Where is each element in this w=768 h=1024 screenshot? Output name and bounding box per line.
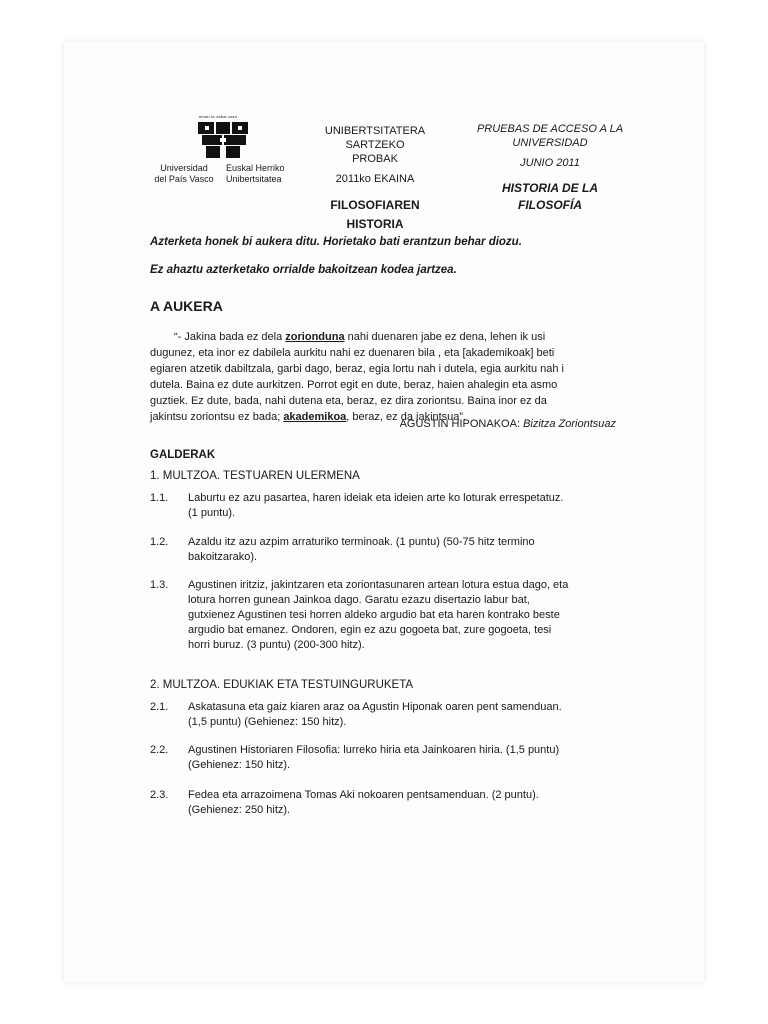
quote-line: egiaren atzetik dabiltzala, garbi dago, beraz, egia lortu nah i dutela, egia aurkitu nah i [150,363,564,375]
underlined-term: akademikoa [283,411,347,423]
question-1-2 [150,535,620,565]
question-number: 1.2. [150,536,169,548]
question-2-1 [150,700,620,730]
question-line: lotura horren gunean Jainkoa dago. Garatu ezazu disertazio labur bat, [188,594,530,606]
question-text [188,578,620,653]
header-eu-subject-line1: FILOSOFIAREN [330,198,420,212]
header-es-subject [470,180,630,214]
header-basque [300,124,450,234]
question-number: 2.1. [150,701,169,713]
attribution-author: AGUSTIN HIPONAKOA: [399,418,524,430]
question-line: Agustinen Historiaren Filosofia: lurreko hiria eta Jainkoaren hiria. (1,5 puntu) [188,744,560,756]
question-number: 1.1. [150,492,169,504]
question-line: Fedea eta arrazoimena Tomas Aki nokoaren pentsamenduan. (2 puntu). [188,789,539,801]
university-name-eu-line1: Euskal Herriko [226,163,285,173]
quote-line: dugunez, eta inor ez dabilela aurkitu nahi ez duenaren bila , eta [akademikoak] beti [150,347,555,359]
header-eu-subject-line2: HISTORIA [346,217,404,231]
question-line: Askatasuna eta gaiz kiaren araz oa Agustin Hiponak oaren pent samenduan. [188,701,562,713]
question-line: Laburtu ez azu pasartea, haren ideiak eta ideien arte ko loturak errespetatuz. [188,492,564,504]
question-text [188,535,620,565]
question-line: gutxienez Agustinen tesi horren aldeko argudio bat eta haren kontrako beste [188,609,560,621]
question-number: 1.3. [150,579,169,591]
question-text [188,700,620,730]
quote-line: guztiek. Ez dute, bada, nahi dutena eta, beraz, ez dira zoriontsu. Baina inor ez da [150,395,547,407]
group-1-title: 1. MULTZOA. TESTUAREN ULERMENA [150,470,360,482]
question-2-3 [150,788,620,818]
quote-line [150,329,616,345]
question-1-1 [150,491,620,521]
question-2-2 [150,743,620,773]
university-motto: eman ta zabal zazu [199,114,238,119]
header-es-title-line1: PRUEBAS DE ACCESO A LA [476,123,624,135]
questions-heading: GALDERAK [150,449,216,461]
attribution-work: Bizitza Zoriontsuaz [523,418,616,430]
university-logo-icon [196,120,252,160]
quote-text [150,329,616,425]
header-es-title-line2: UNIVERSIDAD [512,137,588,149]
question-line: (Gehienez: 250 hitz). [188,804,291,816]
header-es-date: JUNIO 2011 [520,157,580,169]
header-es-subject-line2: FILOSOFÍA [518,198,582,212]
question-line: (Gehienez: 150 hitz). [188,759,291,771]
quote-attribution [350,418,616,430]
university-name-eu [226,163,306,185]
question-line: (1,5 puntu) (Gehienez: 150 hitz). [188,716,347,728]
question-number: 2.3. [150,789,169,801]
header-eu-date: 2011ko EKAINA [335,173,415,185]
question-line: bakoitzarako). [188,551,258,563]
header-eu-subject [300,196,450,234]
section-title: A AUKERA [150,298,223,314]
question-line: Agustinen iritziz, jakintzaren eta zoriontasunaren artean lotura estua dago, eta [188,579,569,591]
header-spanish [470,122,630,214]
instruction-2: Ez ahaztu azterketako orrialde bakoitzean kodea jartzea. [150,264,457,276]
question-text [188,743,620,773]
underlined-term: zorionduna [285,331,345,343]
quote-segment: “- Jakina bada ez dela [174,331,286,343]
quote-segment: , beraz, ez da jakintsua”. [346,411,467,423]
question-1-3 [150,578,620,653]
university-name-es [145,163,223,185]
quote-segment: jakintsu zoriontsu ez bada; [150,411,284,423]
header-eu-title-line1: UNIBERTSITATERA SARTZEKO [324,125,426,151]
question-line: horri buruz. (3 puntu) (200-300 hitz). [188,639,365,651]
instruction-1: Azterketa honek bi aukera ditu. Horietako bati erantzun behar diozu. [150,236,522,248]
university-name-es-line1: Universidad [160,163,208,173]
header-es-subject-line1: HISTORIA DE LA [501,181,598,195]
header-eu-title-line2: PROBAK [352,153,398,165]
quote-segment: nahi duenaren jabe ez dena, lehen ik usi [344,331,546,343]
question-line: (1 puntu). [188,507,236,519]
question-text [188,491,620,521]
question-line: Azaldu itz azu azpim arraturiko terminoak. (1 puntu) (50-75 hitz termino [188,536,535,548]
university-name-eu-line2: Unibertsitatea [226,174,282,184]
question-number: 2.2. [150,744,169,756]
group-2-title: 2. MULTZOA. EDUKIAK ETA TESTUINGURUKETA [150,679,414,691]
quote-line: dutela. Baina ez dute aurkitzen. Porrot egit en dute, beraz, haien ahalegin eta asmo [150,379,558,391]
question-text [188,788,620,818]
university-name-es-line2: del País Vasco [154,174,214,184]
question-line: argudio bat emanez. Ondoren, egin ez azu gogoeta bat, zure gogoeta, tesi [188,624,552,636]
